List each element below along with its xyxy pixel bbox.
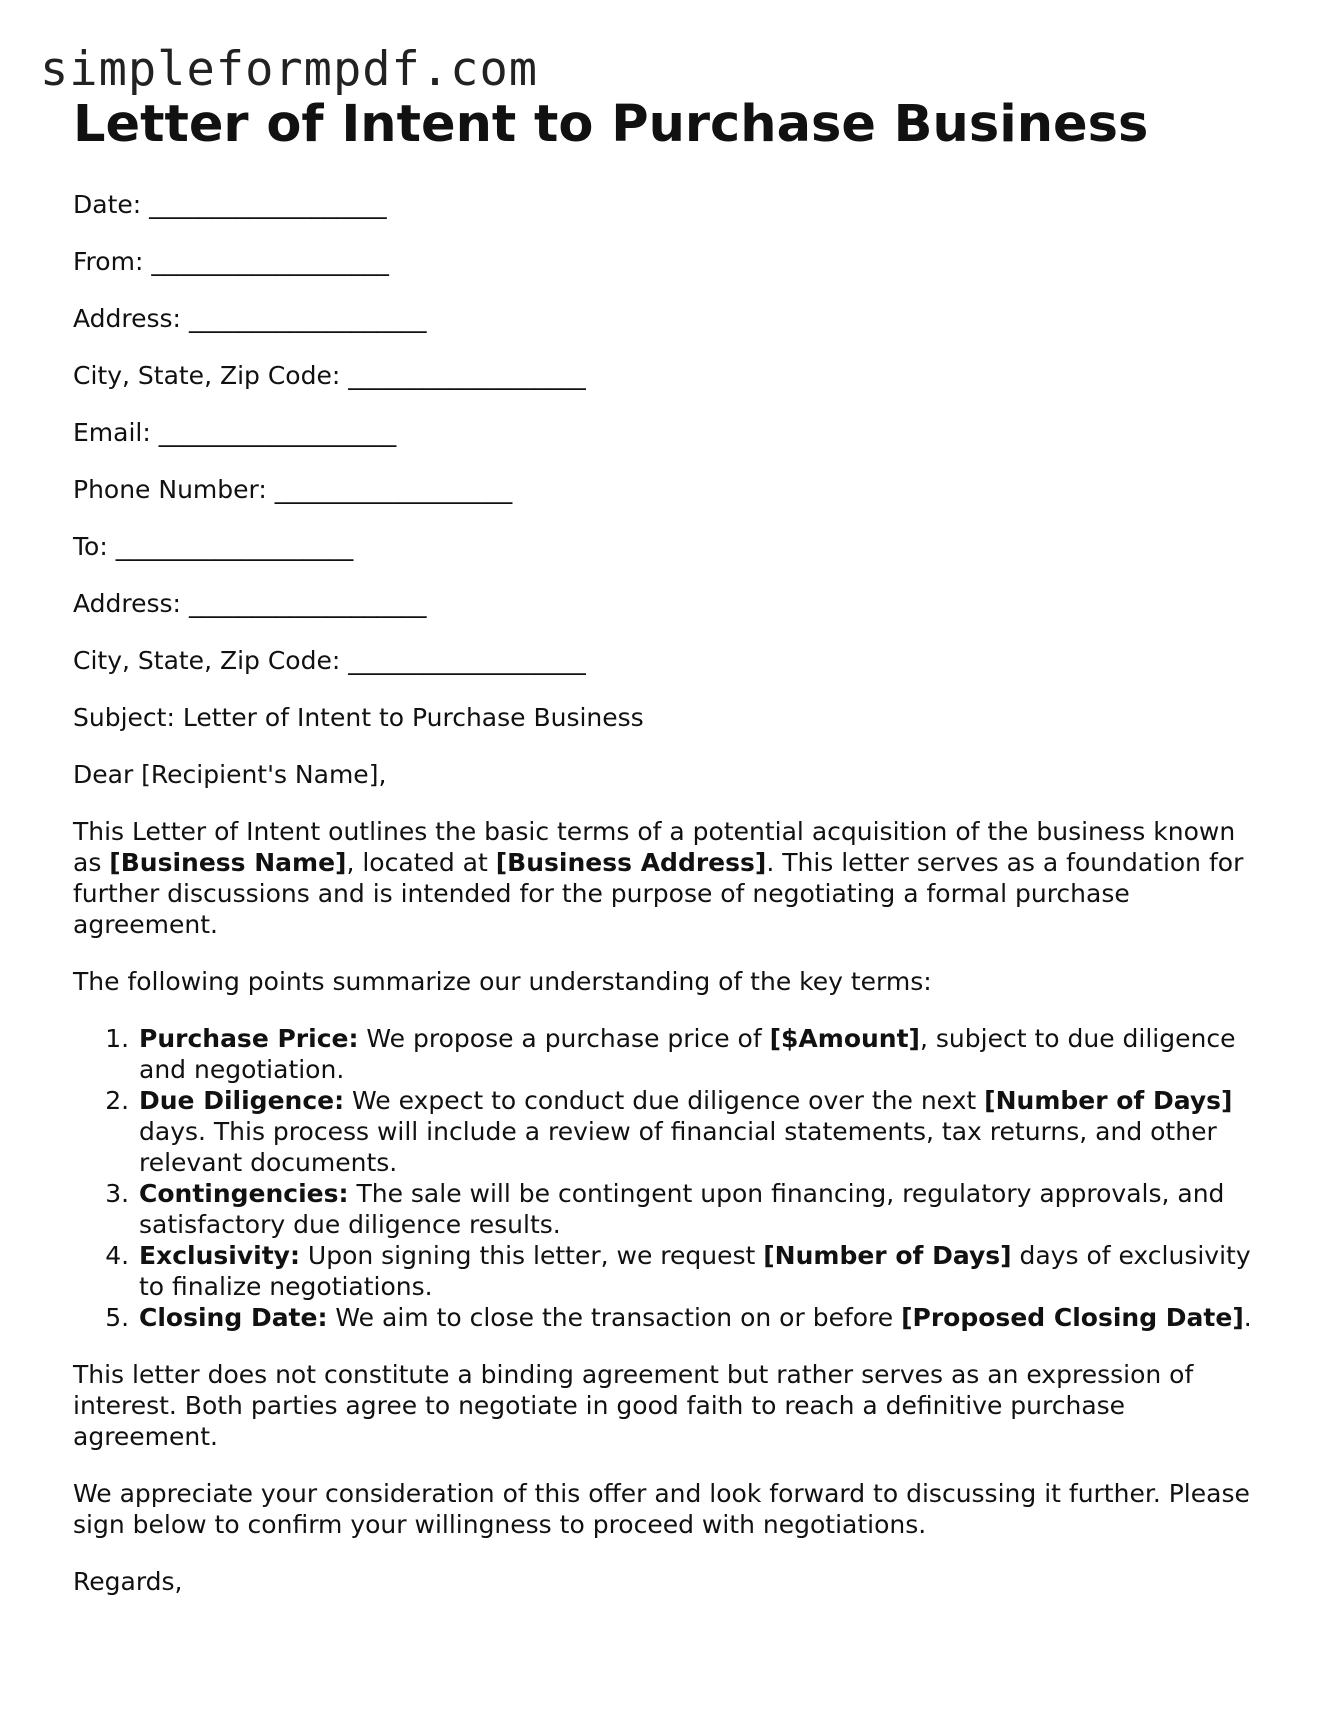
sender-city-field[interactable] [73, 360, 1253, 391]
term-text: We propose a purchase price of [358, 1024, 770, 1053]
disclaimer-paragraph: This letter does not constitute a binding agreement but rather serves as an expression of interest. Both parties agree to negotiate in good faith to reach a definitive purchase agreement. [73, 1360, 1194, 1451]
business-name-placeholder: [Business Name] [109, 848, 347, 877]
subject-line: Subject: Letter of Intent to Purchase Business [73, 703, 644, 732]
intro-text-1: This Letter of Intent outlines the basic terms of a potential acquisition of the business known as [73, 817, 1236, 877]
recipient-city-label: City, State, Zip Code: [73, 646, 341, 675]
list-item [137, 1023, 1253, 1085]
to-label: To: [73, 532, 108, 561]
from-blank[interactable]: ___________________ [151, 247, 389, 276]
summary-intro: The following points summarize our understanding of the key terms: [73, 967, 932, 996]
document-title: Letter of Intent to Purchase Business [73, 95, 1149, 154]
term-placeholder: [Proposed Closing Date] [901, 1303, 1244, 1332]
list-item [137, 1302, 1253, 1333]
salutation: Dear [Recipient's Name], [73, 760, 387, 789]
from-field[interactable] [73, 246, 1253, 277]
intro-paragraph [73, 816, 1253, 940]
from-label: From: [73, 247, 144, 276]
list-item [137, 1240, 1253, 1302]
sender-address-blank[interactable]: ___________________ [188, 304, 427, 333]
intro-text-2: , located at [346, 848, 496, 877]
sender-address-field[interactable] [73, 303, 1253, 334]
to-blank[interactable]: ___________________ [115, 532, 354, 561]
term-text: Upon signing this letter, we request [299, 1241, 764, 1270]
letter-body [73, 189, 1253, 1623]
email-blank[interactable]: ___________________ [158, 418, 397, 447]
email-label: Email: [73, 418, 151, 447]
intro-text-3: . This letter serves as a foundation for further discussions and is intended for the purpose of negotiating a formal purchase agreement. [73, 848, 1244, 939]
term-text: The sale will be contingent upon financing, regulatory approvals, and satisfactory due diligence results. [139, 1179, 1225, 1239]
list-item [137, 1085, 1253, 1178]
term-label: Due Diligence: [139, 1086, 345, 1115]
email-field[interactable] [73, 417, 1253, 448]
recipient-city-field[interactable] [73, 645, 1253, 676]
term-label: Contingencies: [139, 1179, 349, 1208]
date-field[interactable] [73, 189, 1253, 220]
term-text: We expect to conduct due diligence over the next [344, 1086, 985, 1115]
term-label: Exclusivity: [139, 1241, 300, 1270]
business-address-placeholder: [Business Address] [495, 848, 767, 877]
date-blank[interactable]: ___________________ [149, 190, 387, 219]
recipient-address-blank[interactable]: ___________________ [188, 589, 427, 618]
to-field[interactable] [73, 531, 1253, 562]
term-text: We aim to close the transaction on or before [327, 1303, 902, 1332]
term-placeholder: [Number of Days] [763, 1241, 1012, 1270]
key-terms-list [73, 1023, 1253, 1333]
site-watermark: simpleformpdf.com [40, 42, 539, 97]
phone-blank[interactable]: ___________________ [274, 475, 513, 504]
recipient-address-field[interactable] [73, 588, 1253, 619]
term-text: , subject to due diligence and negotiation. [139, 1024, 1236, 1084]
phone-field[interactable] [73, 474, 1253, 505]
term-text: days of exclusivity to finalize negotiations. [139, 1241, 1251, 1301]
date-label: Date: [73, 190, 142, 219]
term-text: . [1243, 1303, 1252, 1332]
list-item [137, 1178, 1253, 1240]
term-label: Closing Date: [139, 1303, 328, 1332]
sender-city-label: City, State, Zip Code: [73, 361, 341, 390]
term-placeholder: [Number of Days] [984, 1086, 1233, 1115]
sender-city-blank[interactable]: ___________________ [348, 361, 586, 390]
term-text: days. This process will include a review of financial statements, tax returns, and other relevant documents. [139, 1117, 1217, 1177]
recipient-address-label: Address: [73, 589, 181, 618]
phone-label: Phone Number: [73, 475, 267, 504]
appreciation-paragraph: We appreciate your consideration of this offer and look forward to discussing it further. Please sign below to confirm your willingness to proceed with negotiations. [73, 1479, 1250, 1539]
sender-address-label: Address: [73, 304, 181, 333]
term-placeholder: [$Amount] [769, 1024, 920, 1053]
term-label: Purchase Price: [139, 1024, 359, 1053]
closing-line: Regards, [73, 1567, 183, 1596]
recipient-city-blank[interactable]: ___________________ [348, 646, 586, 675]
